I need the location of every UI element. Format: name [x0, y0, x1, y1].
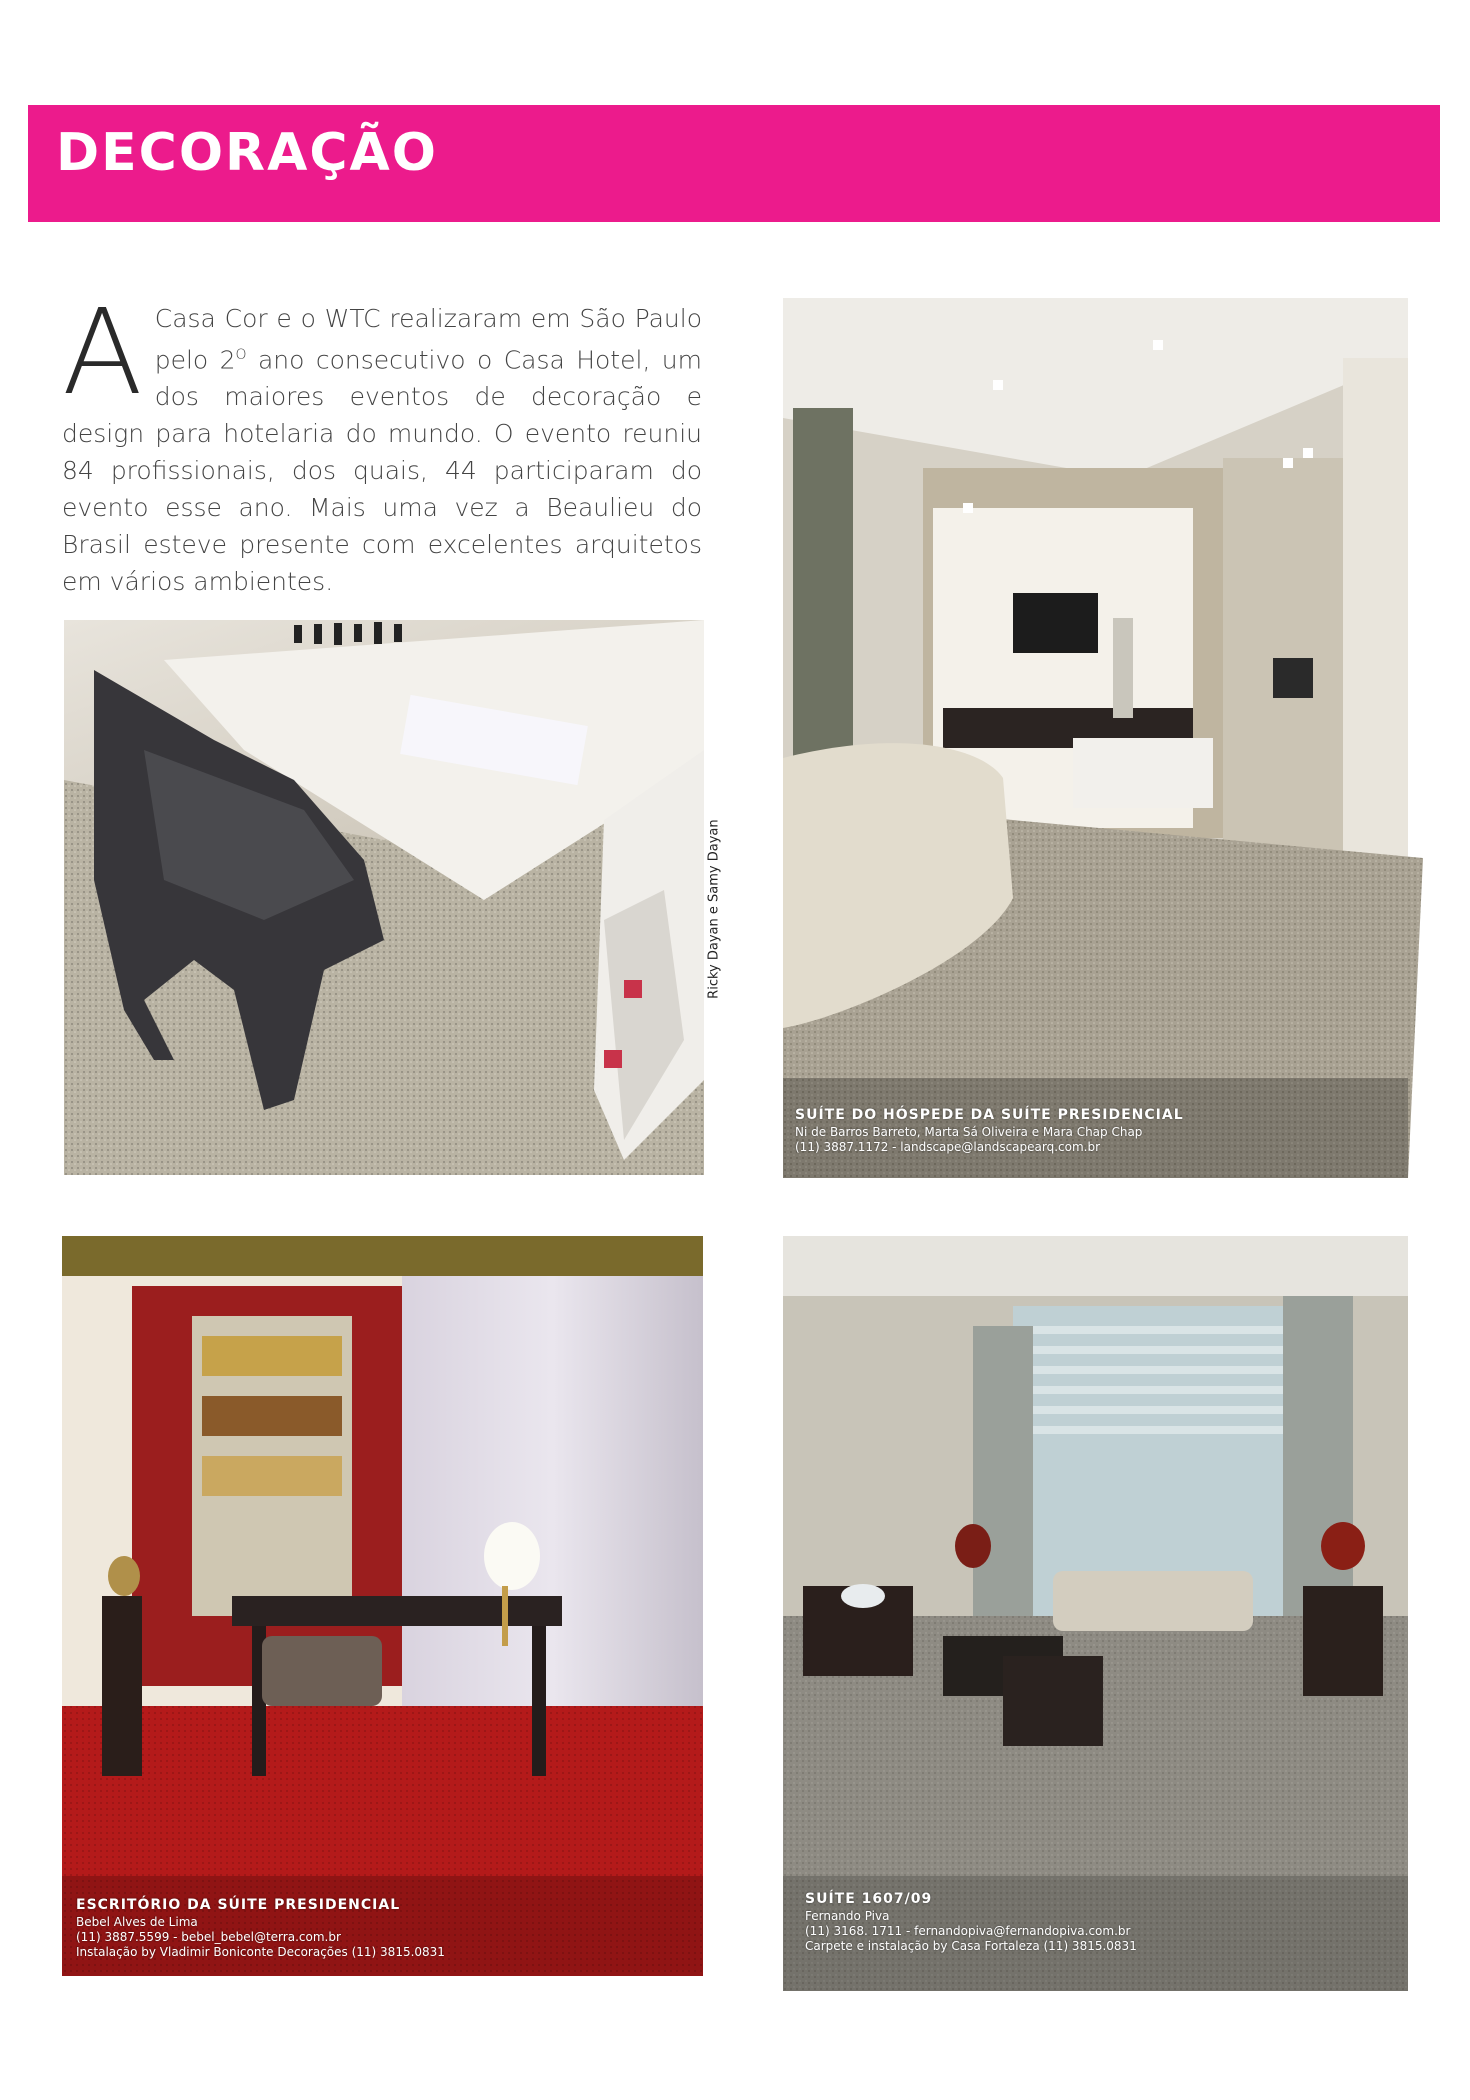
caption-office — [76, 1896, 696, 1960]
caption-line: Fernando Piva — [805, 1909, 890, 1923]
suite-living-room-illustration — [783, 1236, 1408, 1991]
caption-line: (11) 3887.1172 - landscape@landscapearq.com.br — [795, 1140, 1101, 1154]
intro-superscript: O — [235, 347, 247, 363]
caption-line: Carpete e instalação by Casa Fortaleza (11) 3815.0831 — [805, 1939, 1137, 1953]
office-illustration — [62, 1236, 703, 1976]
photo-suite-living-room — [783, 1236, 1408, 1991]
section-banner — [28, 105, 1440, 222]
section-title: DECORAÇÃO — [56, 123, 438, 183]
caption-guest-suite — [795, 1106, 1395, 1155]
guest-suite-illustration — [783, 298, 1408, 1178]
drop-cap: A — [62, 283, 143, 421]
caption-line: Bebel Alves de Lima — [76, 1915, 198, 1929]
photo-credit: Ricky Dayan e Samy Dayan — [706, 819, 721, 999]
caption-line: Ni de Barros Barreto, Marta Sá Oliveira e Mara Chap Chap — [795, 1125, 1143, 1139]
caption-title: SUÍTE DO HÓSPEDE DA SUÍTE PRESIDENCIAL — [795, 1107, 1184, 1123]
caption-title: SUÍTE 1607/09 — [805, 1891, 933, 1907]
intro-text-part1: Casa Cor e o WTC realizaram em São Paulo pelo 2 — [154, 304, 702, 375]
intro-text-part2: ano consecutivo o Casa Hotel, um dos maiores eventos de decoração e design para hotelaria do mundo. O evento reuniu 84 profissionais, dos quais, 44 participaram do evento esse ano. Mais uma vez a Beaulieu do Brasil esteve presente com excelentes arquitetos em vários ambientes. — [62, 345, 702, 597]
photo-chess-table — [64, 620, 721, 1175]
caption-suite — [805, 1890, 1405, 1954]
chess-table-illustration — [64, 620, 704, 1175]
caption-line: (11) 3168. 1711 - fernandopiva@fernandopiva.com.br — [805, 1924, 1131, 1938]
caption-title: ESCRITÓRIO DA SÚITE PRESIDENCIAL — [76, 1897, 401, 1913]
photo-guest-suite — [783, 298, 1408, 1178]
photo-office — [62, 1236, 703, 1976]
caption-line: (11) 3887.5599 - bebel_bebel@terra.com.br — [76, 1930, 341, 1944]
intro-paragraph — [62, 283, 702, 600]
caption-line: Instalação by Vladimir Boniconte Decorações (11) 3815.0831 — [76, 1945, 445, 1959]
